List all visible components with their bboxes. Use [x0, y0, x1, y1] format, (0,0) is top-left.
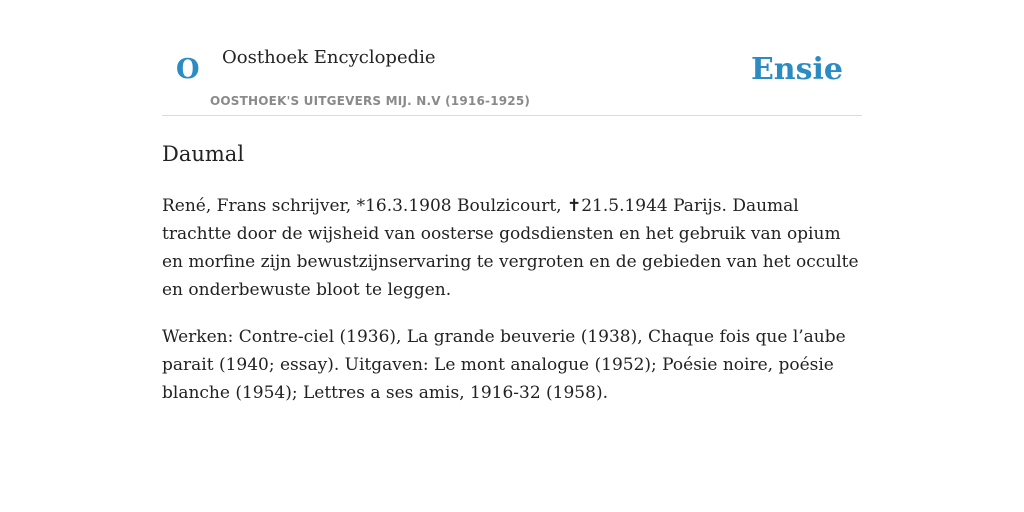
article-title: Daumal	[162, 142, 245, 166]
publisher-subtitle: OOSTHOEK'S UITGEVERS MIJ. N.V (1916-1925)	[210, 94, 531, 108]
site-title[interactable]: Oosthoek Encyclopedie	[222, 47, 436, 68]
article	[162, 138, 862, 407]
brand-logo-link[interactable]: Ensie	[750, 52, 843, 87]
logo-letter[interactable]: O	[176, 54, 200, 85]
article-paragraph: René, Frans schrijver, *16.3.1908 Boulzicourt, ✝21.5.1944 Parijs. Daumal trachtte door de wijsheid van oosterse godsdiensten en het gebruik van opium en morfine zijn bewustzijnservaring te vergroten en de gebieden van het occulte en onderbewuste bloot te leggen.	[162, 196, 859, 300]
article-paragraph: Werken: Contre-ciel (1936), La grande beuverie (1938), Chaque fois que l’aube parait (1940; essay). Uitgaven: Le mont analogue (1952); Poésie noire, poésie blanche (1954); Lettres a ses amis, 1916-32 (1958).	[162, 327, 846, 403]
site-header	[162, 0, 862, 116]
